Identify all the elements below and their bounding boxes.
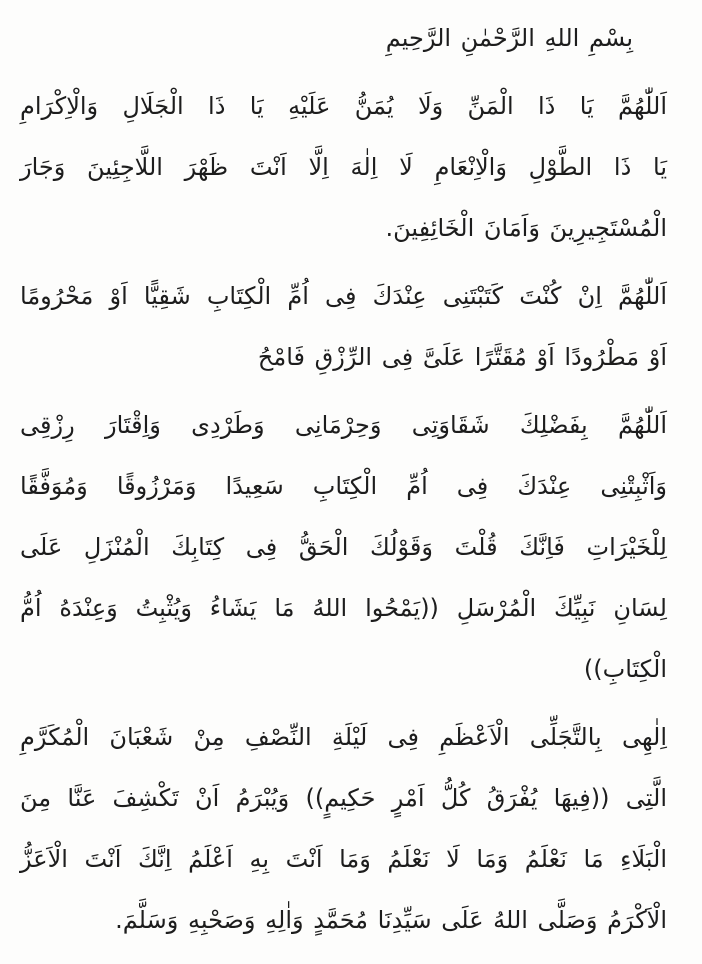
text-line: الَّتِى ((فِيهَا يُفْرَقُ كُلُّ اَمْرٍ حَكِيمٍ)) وَيُبْرَمُ اَنْ تَكْشِفَ عَنَّا مِنَ [20,784,667,812]
text-line: الْبَلَاءِ مَا نَعْلَمُ وَمَا لَا نَعْلَمُ وَمَا اَنْتَ بِهِ اَعْلَمُ اِنَّكَ اَنْتَ الْاَعَزُّ [20,845,667,873]
text-line: الْمُسْتَجِيرِينَ وَاَمَانَ الْخَائِفِينَ. [385,214,667,242]
text-line: اَللّٰهُمَّ بِفَضْلِكَ شَقَاوَتِى وَحِرْمَانِى وَطَرْدِى وَاِقْتَارَ رِزْقِى [20,411,667,439]
text-line: الْكِتَابِ)) [583,655,667,683]
text-line: لِلْخَيْرَاتِ فَاِنَّكَ قُلْتَ وَقَوْلُكَ الْحَقُّ فِى كِتَابِكَ الْمُنْزَلِ عَلَى [20,533,667,561]
paragraph-basmala [20,8,667,69]
paragraph-dua-2 [20,266,667,388]
text-line: بِسْمِ اللهِ الرَّحْمٰنِ الرَّحِيمِ [385,24,633,52]
paragraph-dua-3 [20,395,667,700]
text-line: اَوْ مَطْرُودًا اَوْ مُقَتَّرًا عَلَىَّ فِى الرِّزْقِ فَامْحُ [257,343,667,371]
text-line: وَاَثْبِتْنِى عِنْدَكَ فِى اُمِّ الْكِتَابِ سَعِيدًا وَمَرْزُوقًا وَمُوَفَّقًا [20,472,667,500]
text-line: يَا ذَا الطَّوْلِ وَالْاِنْعَامِ لَا اِلٰهَ اِلَّا اَنْتَ ظَهْرَ اللَّاجِئِينَ وَجَارَ [20,153,667,181]
paragraph-dua-4 [20,707,667,951]
text-body [20,8,667,951]
text-line: اَللّٰهُمَّ اِنْ كُنْتَ كَتَبْتَنِى عِنْدَكَ فِى اُمِّ الْكِتَابِ شَقِيًّا اَوْ مَحْرُومًا [20,282,667,310]
paragraph-dua-1 [20,76,667,259]
text-line: اَللّٰهُمَّ يَا ذَا الْمَنِّ وَلَا يُمَنُّ عَلَيْهِ يَا ذَا الْجَلَالِ وَالْاِكْرَامِ [20,92,667,120]
text-line: لِسَانِ نَبِيِّكَ الْمُرْسَلِ ((يَمْحُوا اللهُ مَا يَشَاءُ وَيُثْبِتُ وَعِنْدَهُ اُمُّ [20,594,667,622]
text-line: الْاَكْرَمُ وَصَلَّى اللهُ عَلَى سَيِّدِنَا مُحَمَّدٍ وَاٰلِهِ وَصَحْبِهِ وَسَلَّمَ. [115,906,667,934]
text-line: اِلٰهِى بِالتَّجَلِّى الْاَعْظَمِ فِى لَيْلَةِ النِّصْفِ مِنْ شَعْبَانَ الْمُكَرَّمِ [20,723,667,751]
